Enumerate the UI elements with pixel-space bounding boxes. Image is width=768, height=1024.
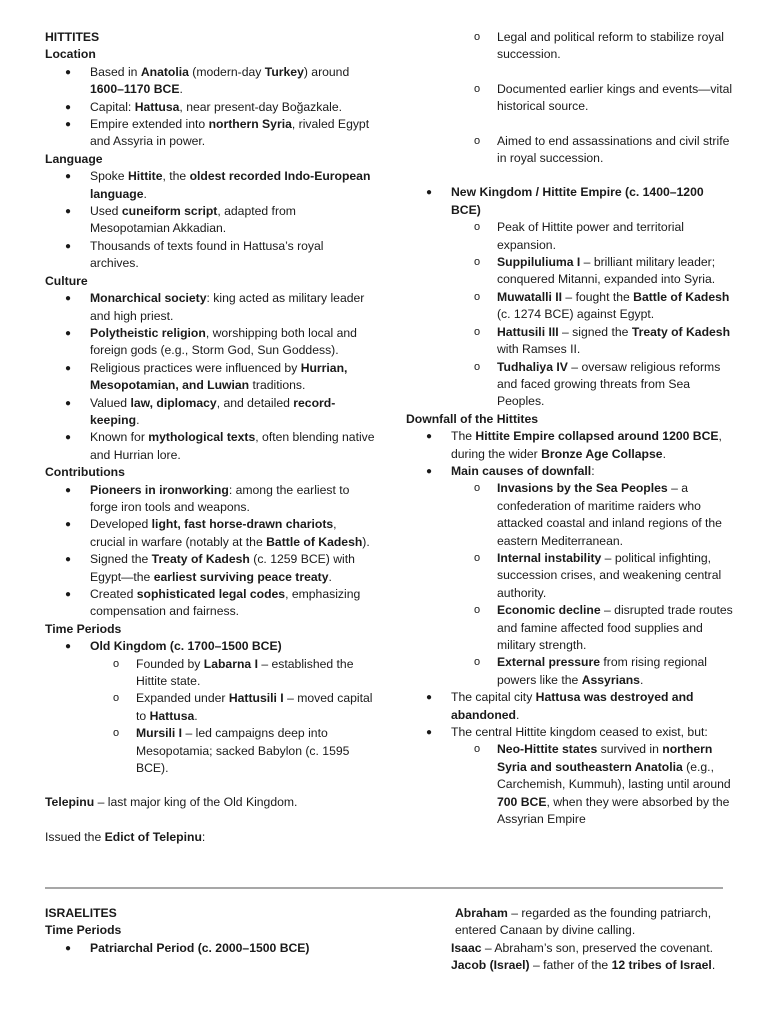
circle-bullet-icon: o bbox=[474, 31, 481, 43]
bullet-icon: ● bbox=[65, 240, 72, 252]
list-item: o Internal instability – political infighting, succession crises, and weakening central authority. bbox=[474, 550, 722, 600]
bullet-icon: ● bbox=[65, 119, 72, 131]
list-item: ● Spoke Hittite, the oldest recorded Indo-European language. bbox=[65, 169, 371, 201]
list-item: o Mursili I – led campaigns deep into Mesopotamia; sacked Babylon (c. 1595 BCE). bbox=[113, 726, 350, 776]
bullet-icon: ● bbox=[65, 554, 72, 566]
circle-bullet-icon: o bbox=[474, 290, 481, 303]
list-item: o Invasions by the Sea Peoples – a confederation of maritime raiders who attacked coastal and inland regions of the eastern Mediterranean. bbox=[474, 481, 722, 548]
edict-list-3 bbox=[406, 133, 736, 168]
bullet-icon: ● bbox=[426, 465, 433, 477]
circle-bullet-icon: o bbox=[474, 221, 481, 234]
downfall-list-2 bbox=[406, 689, 736, 741]
list-item: ● Religious practices were influenced by Hurrian, Mesopotamian, and Luwian traditions. bbox=[65, 360, 348, 393]
list-item: ● Signed the Treaty of Kadesh (c. 1259 BCE) with Egypt—the earliest surviving peace treaty. bbox=[65, 552, 355, 584]
new-kingdom-label: New Kingdom / Hittite Empire (c. 1400–1200 BCE) bbox=[451, 185, 704, 217]
list-item: ● Based in Anatolia (modern-day Turkey) around 1600–1170 BCE. bbox=[65, 64, 350, 97]
list-item: ● Main causes of downfall: bbox=[406, 463, 736, 480]
isaac-line: Isaac – Abraham’s son, preserved the covenant. bbox=[451, 940, 713, 955]
bullet-icon: ● bbox=[65, 432, 72, 444]
israelites-left bbox=[45, 905, 375, 957]
bullet-icon: ● bbox=[426, 431, 433, 443]
list-item-old-kingdom bbox=[45, 638, 375, 655]
bullet-icon: ● bbox=[65, 293, 72, 305]
list-item: ● Developed light, fast horse-drawn chariots, crucial in warfare (notably at the Battle of Kadesh). bbox=[65, 517, 370, 549]
heading-culture: Culture bbox=[45, 273, 88, 288]
section-divider bbox=[45, 887, 723, 889]
list-item: ● Polytheistic religion, worshipping both local and foreign gods (e.g., Storm God, Sun Goddess). bbox=[65, 325, 357, 358]
list-item: ● The Hittite Empire collapsed around 1200 BCE, during the wider Bronze Age Collapse. bbox=[426, 429, 722, 461]
list-item: o Muwatalli II – fought the Battle of Kadesh (c. 1274 BCE) against Egypt. bbox=[474, 289, 730, 322]
neo-hittite-list bbox=[406, 741, 736, 828]
location-list bbox=[45, 64, 375, 151]
list-item: ● Monarchical society: king acted as military leader and high priest. bbox=[65, 291, 365, 323]
list-item: ● Used cuneiform script, adapted from Mesopotamian Akkadian. bbox=[65, 204, 296, 236]
downfall-list bbox=[406, 428, 736, 480]
circle-bullet-icon: o bbox=[474, 551, 481, 564]
jacob-line: Jacob (Israel) – father of the 12 tribes of Israel. bbox=[451, 958, 716, 973]
bullet-icon: ● bbox=[65, 171, 72, 183]
list-item: ● Created sophisticated legal codes, emphasizing compensation and fairness. bbox=[65, 587, 361, 619]
list-item: o Hattusili III – signed the Treaty of Kadesh with Ramses II. bbox=[474, 324, 731, 357]
list-item: ● The capital city Hattusa was destroyed and abandoned. bbox=[426, 690, 694, 722]
list-item: o External pressure from rising regional powers like the Assyrians. bbox=[474, 655, 708, 687]
bullet-icon: ● bbox=[426, 692, 433, 704]
bullet-icon: ● bbox=[65, 641, 72, 653]
bullet-icon: ● bbox=[65, 101, 72, 113]
circle-bullet-icon: o bbox=[474, 82, 481, 95]
culture-list bbox=[45, 290, 375, 464]
time-periods-list bbox=[45, 638, 375, 655]
new-kingdom-list bbox=[406, 219, 736, 410]
bullet-icon: ● bbox=[426, 187, 433, 199]
list-item: o Economic decline – disrupted trade routes and famine affected food supplies and military strength. bbox=[474, 603, 733, 652]
israelite-periods-list bbox=[45, 940, 375, 957]
abraham-line: Abraham – regarded as the founding patriarch, entered Canaan by divine calling. bbox=[455, 906, 712, 938]
circle-bullet-icon: o bbox=[474, 743, 481, 756]
heading-language: Language bbox=[45, 151, 103, 166]
circle-bullet-icon: o bbox=[474, 360, 481, 373]
list-item: o Founded by Labarna I – established the Hittite state. bbox=[113, 656, 354, 689]
bullet-icon: ● bbox=[65, 589, 72, 600]
bullet-icon: ● bbox=[65, 484, 72, 496]
list-item: ● Valued law, diplomacy, and detailed record-keeping. bbox=[65, 395, 336, 427]
section-title-hittites: HITTITES bbox=[45, 30, 100, 44]
list-item: ● Known for mythological texts, often blending native and Hurrian lore. bbox=[65, 430, 375, 462]
bullet-icon: ● bbox=[65, 362, 72, 374]
list-item: ● Thousands of texts found in Hattusa’s royal archives. bbox=[65, 238, 324, 271]
bullet-icon: ● bbox=[65, 206, 72, 218]
contributions-list bbox=[45, 482, 375, 621]
edict-list bbox=[406, 29, 736, 64]
list-item: ● Empire extended into northern Syria, rivaled Egypt and Assyria in power. bbox=[65, 117, 370, 149]
list-item: o Suppiluliuma I – brilliant military leader; conquered Mitanni, expanded into Syria. bbox=[474, 255, 716, 287]
heading-downfall: Downfall of the Hittites bbox=[406, 411, 539, 426]
causes-list bbox=[406, 480, 736, 689]
list-item: ● The central Hittite kingdom ceased to exist, but: bbox=[406, 724, 736, 741]
list-item: o Documented earlier kings and events—vital historical source. bbox=[474, 81, 733, 114]
heading-contributions: Contributions bbox=[45, 465, 125, 480]
list-item-patriarchal bbox=[45, 940, 375, 957]
circle-bullet-icon: o bbox=[113, 692, 120, 705]
old-kingdom-label: Old Kingdom (c. 1700–1500 BCE) bbox=[90, 639, 282, 654]
circle-bullet-icon: o bbox=[474, 256, 481, 269]
old-kingdom-list bbox=[45, 656, 375, 778]
bullet-icon: ● bbox=[426, 727, 433, 739]
heading-location: Location bbox=[45, 47, 96, 62]
list-item: o Neo-Hittite states survived in northern Syria and southeastern Anatolia (e.g., Carchemish, Kummuh), lasting until around 700 BCE, when they were absorbed by the Assyrian Empire bbox=[474, 742, 731, 827]
telepinu-line: Telepinu – last major king of the Old Kingdom. bbox=[45, 795, 298, 810]
list-item: ● Pioneers in ironworking: among the earliest to forge iron tools and weapons. bbox=[65, 482, 350, 514]
heading-israelite-time-periods: Time Periods bbox=[45, 923, 122, 938]
new-kingdom-wrapper bbox=[406, 184, 736, 219]
circle-bullet-icon: o bbox=[474, 325, 481, 338]
list-item: o Aimed to end assassinations and civil strife in royal succession. bbox=[474, 133, 730, 166]
circle-bullet-icon: o bbox=[474, 656, 481, 669]
israelites-right bbox=[451, 905, 751, 975]
language-list bbox=[45, 168, 375, 272]
circle-bullet-icon: o bbox=[113, 657, 120, 670]
bullet-icon: ● bbox=[65, 397, 72, 409]
bullet-icon: ● bbox=[65, 327, 72, 339]
right-column bbox=[406, 29, 736, 828]
section-title-israelites: ISRAELITES bbox=[45, 906, 117, 920]
list-item: o Peak of Hittite power and territorial expansion. bbox=[474, 220, 684, 252]
circle-bullet-icon: o bbox=[474, 134, 481, 147]
list-item: o Legal and political reform to stabilize royal succession. bbox=[474, 30, 724, 62]
bullet-icon: ● bbox=[65, 519, 72, 531]
bullet-icon: ● bbox=[65, 942, 72, 954]
patriarchal-label: Patriarchal Period (c. 2000–1500 BCE) bbox=[90, 940, 310, 955]
bullet-icon: ● bbox=[65, 66, 72, 78]
edict-line: Issued the Edict of Telepinu: bbox=[45, 829, 206, 844]
heading-time-periods: Time Periods bbox=[45, 621, 122, 636]
list-item: ● Capital: Hattusa, near present-day Boğazkale. bbox=[45, 99, 375, 116]
list-item: o Expanded under Hattusili I – moved capital to Hattusa. bbox=[113, 691, 373, 723]
list-item: o Tudhaliya IV – oversaw religious reforms and faced growing threats from Sea Peoples. bbox=[474, 359, 721, 409]
left-column bbox=[45, 29, 375, 846]
circle-bullet-icon: o bbox=[474, 604, 481, 617]
list-item-new-kingdom bbox=[406, 184, 736, 219]
circle-bullet-icon: o bbox=[474, 482, 481, 495]
edict-list-2 bbox=[406, 81, 736, 116]
circle-bullet-icon: o bbox=[113, 727, 120, 740]
